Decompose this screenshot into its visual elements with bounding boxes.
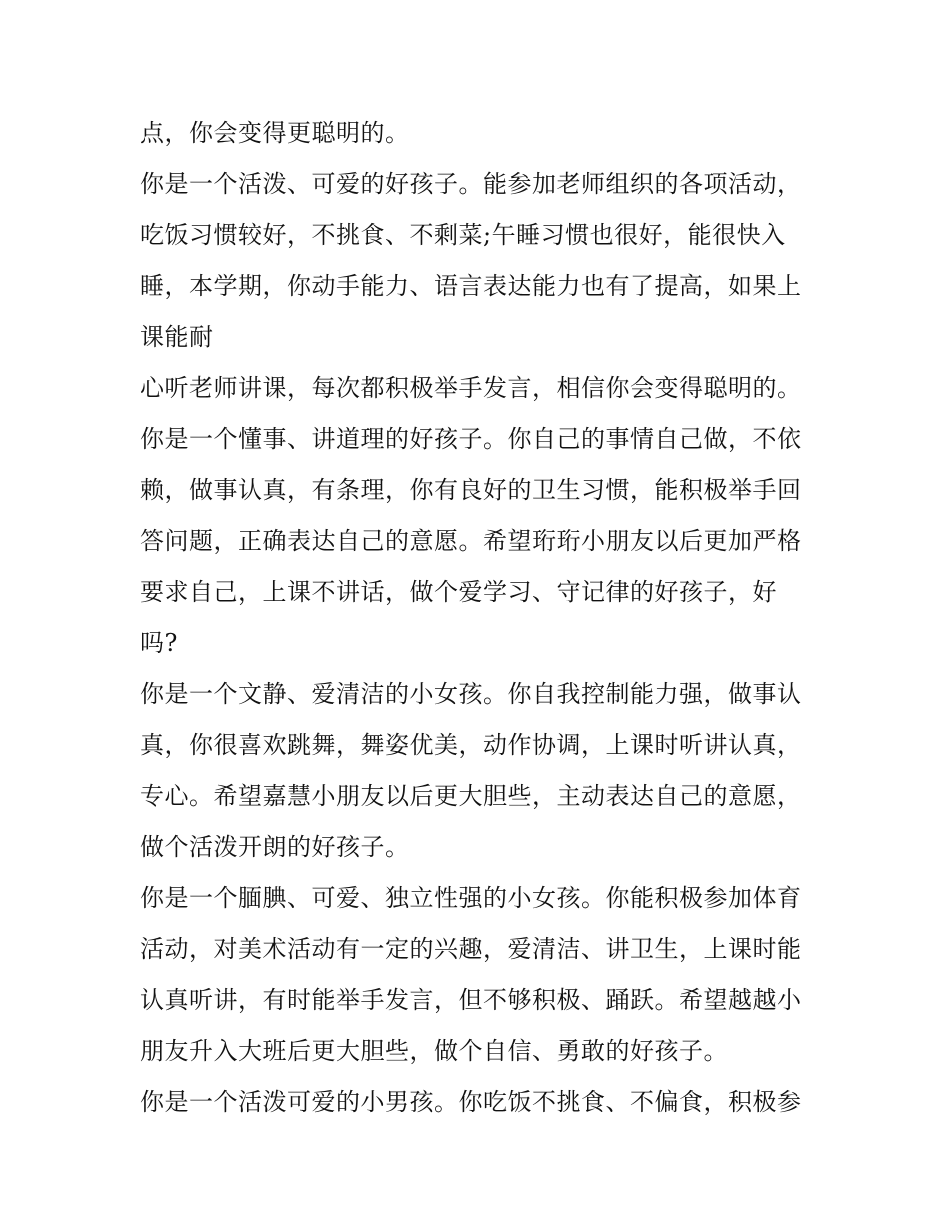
text-line: 你是一个腼腆、可爱、独立性强的小女孩。你能积极参加体育 — [140, 884, 802, 912]
text-line: 你是一个文静、爱清洁的小女孩。你自我控制能力强，做事认 — [140, 680, 802, 708]
text-line: 活动，对美术活动有一定的兴趣，爱清洁、讲卫生，上课时能 — [140, 935, 802, 963]
text-line: 吗? — [140, 629, 178, 657]
text-line: 睡，本学期，你动手能力、语言表达能力也有了提高，如果上 — [140, 272, 802, 300]
text-line: 吃饭习惯较好，不挑食、不剩菜;午睡习惯也很好，能很快入 — [140, 221, 786, 249]
text-line: 课能耐 — [140, 323, 214, 351]
text-line: 赖，做事认真，有条理，你有良好的卫生习惯，能积极举手回 — [140, 476, 802, 504]
text-line: 认真听讲，有时能举手发言，但不够积极、踊跃。希望越越小 — [140, 986, 802, 1014]
text-line: 心听老师讲课，每次都积极举手发言，相信你会变得聪明的。 — [140, 374, 802, 402]
text-line: 朋友升入大班后更大胆些，做个自信、勇敢的好孩子。 — [140, 1037, 728, 1065]
text-line: 答问题，正确表达自己的意愿。希望珩珩小朋友以后更加严格 — [140, 527, 802, 555]
text-line: 真，你很喜欢跳舞，舞姿优美，动作协调，上课时听讲认真， — [140, 731, 802, 759]
text-line: 做个活泼开朗的好孩子。 — [140, 833, 410, 861]
text-line: 点，你会变得更聪明的。 — [140, 119, 410, 147]
text-line: 你是一个懂事、讲道理的好孩子。你自己的事情自己做，不依 — [140, 425, 802, 453]
text-line: 要求自己，上课不讲话，做个爱学习、守记律的好孩子，好 — [140, 578, 777, 606]
text-line: 你是一个活泼、可爱的好孩子。能参加老师组织的各项活动， — [140, 170, 802, 198]
text-line: 专心。希望嘉慧小朋友以后更大胆些，主动表达自己的意愿， — [140, 782, 802, 810]
text-line: 你是一个活泼可爱的小男孩。你吃饭不挑食、不偏食，积极参 — [140, 1088, 802, 1116]
document-body — [140, 108, 820, 1128]
